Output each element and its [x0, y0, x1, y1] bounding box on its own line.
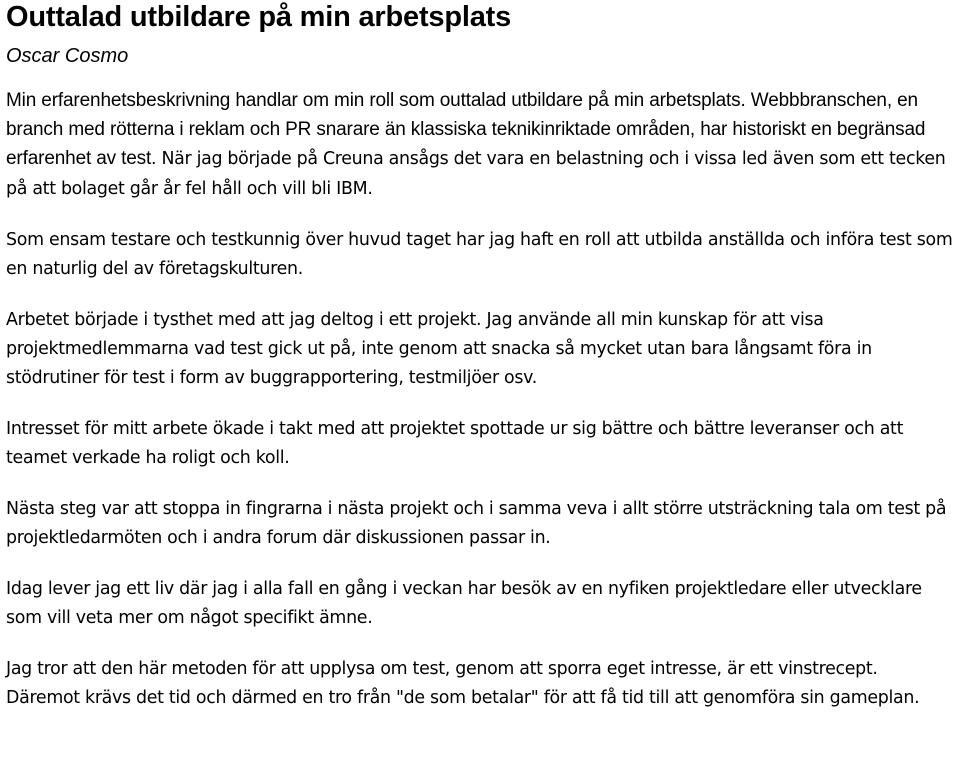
- body-paragraph-4: Nästa steg var att stoppa in fingrarna i nästa projekt och i samma veva i allt större utsträckning tala om test på projektledarmöten och i andra forum där diskussionen passar in.: [6, 499, 947, 548]
- body-paragraph-1: Som ensam testare och testkunnig över huvud taget har jag haft en roll att utbilda anställda och införa test som en naturlig del av företagskulturen.: [6, 230, 953, 279]
- document-title: Outtalad utbildare på min arbetsplats: [6, 1, 512, 33]
- intro-text-part2: När jag började på Creuna ansågs det vara en belastning och i vissa led även som ett tecken på att bolaget går år fel håll och vill bli IBM.: [6, 149, 946, 199]
- intro-text-part1: Min erfarenhetsbeskrivning handlar om min roll som outtalad utbildare på min arbetsplats. Webbbranschen, en branch med rötterna i reklam och PR snarare än klassiska teknikinriktade områden, har historiskt en begränsad erfarenhet av test.: [6, 90, 926, 169]
- intro-paragraph: [6, 86, 954, 204]
- body-paragraph-2: Arbetet började i tysthet med att jag deltog i ett projekt. Jag använde all min kunskap för att visa projektmedlemmarna vad test gick ut på, inte genom att snacka så mycket utan bara långsamt föra in stödrutiner för test i form av buggrapportering, testmiljöer osv.: [6, 310, 872, 388]
- body-paragraph-6: Jag tror att den här metoden för att upplysa om test, genom att sporra eget intresse, är ett vinstrecept. Däremot krävs det tid och därmed en tro från "de som betalar" för att få tid till att genomföra sin gameplan.: [6, 659, 920, 708]
- body-paragraph-5: Idag lever jag ett liv där jag i alla fall en gång i veckan har besök av en nyfiken projektledare eller utvecklare som vill veta mer om något specifikt ämne.: [6, 579, 922, 628]
- author-name: Oscar Cosmo: [6, 45, 129, 67]
- body-paragraph-3: Intresset för mitt arbete ökade i takt med att projektet spottade ur sig bättre och bättre leveranser och att teamet verkade ha roligt och koll.: [6, 419, 904, 468]
